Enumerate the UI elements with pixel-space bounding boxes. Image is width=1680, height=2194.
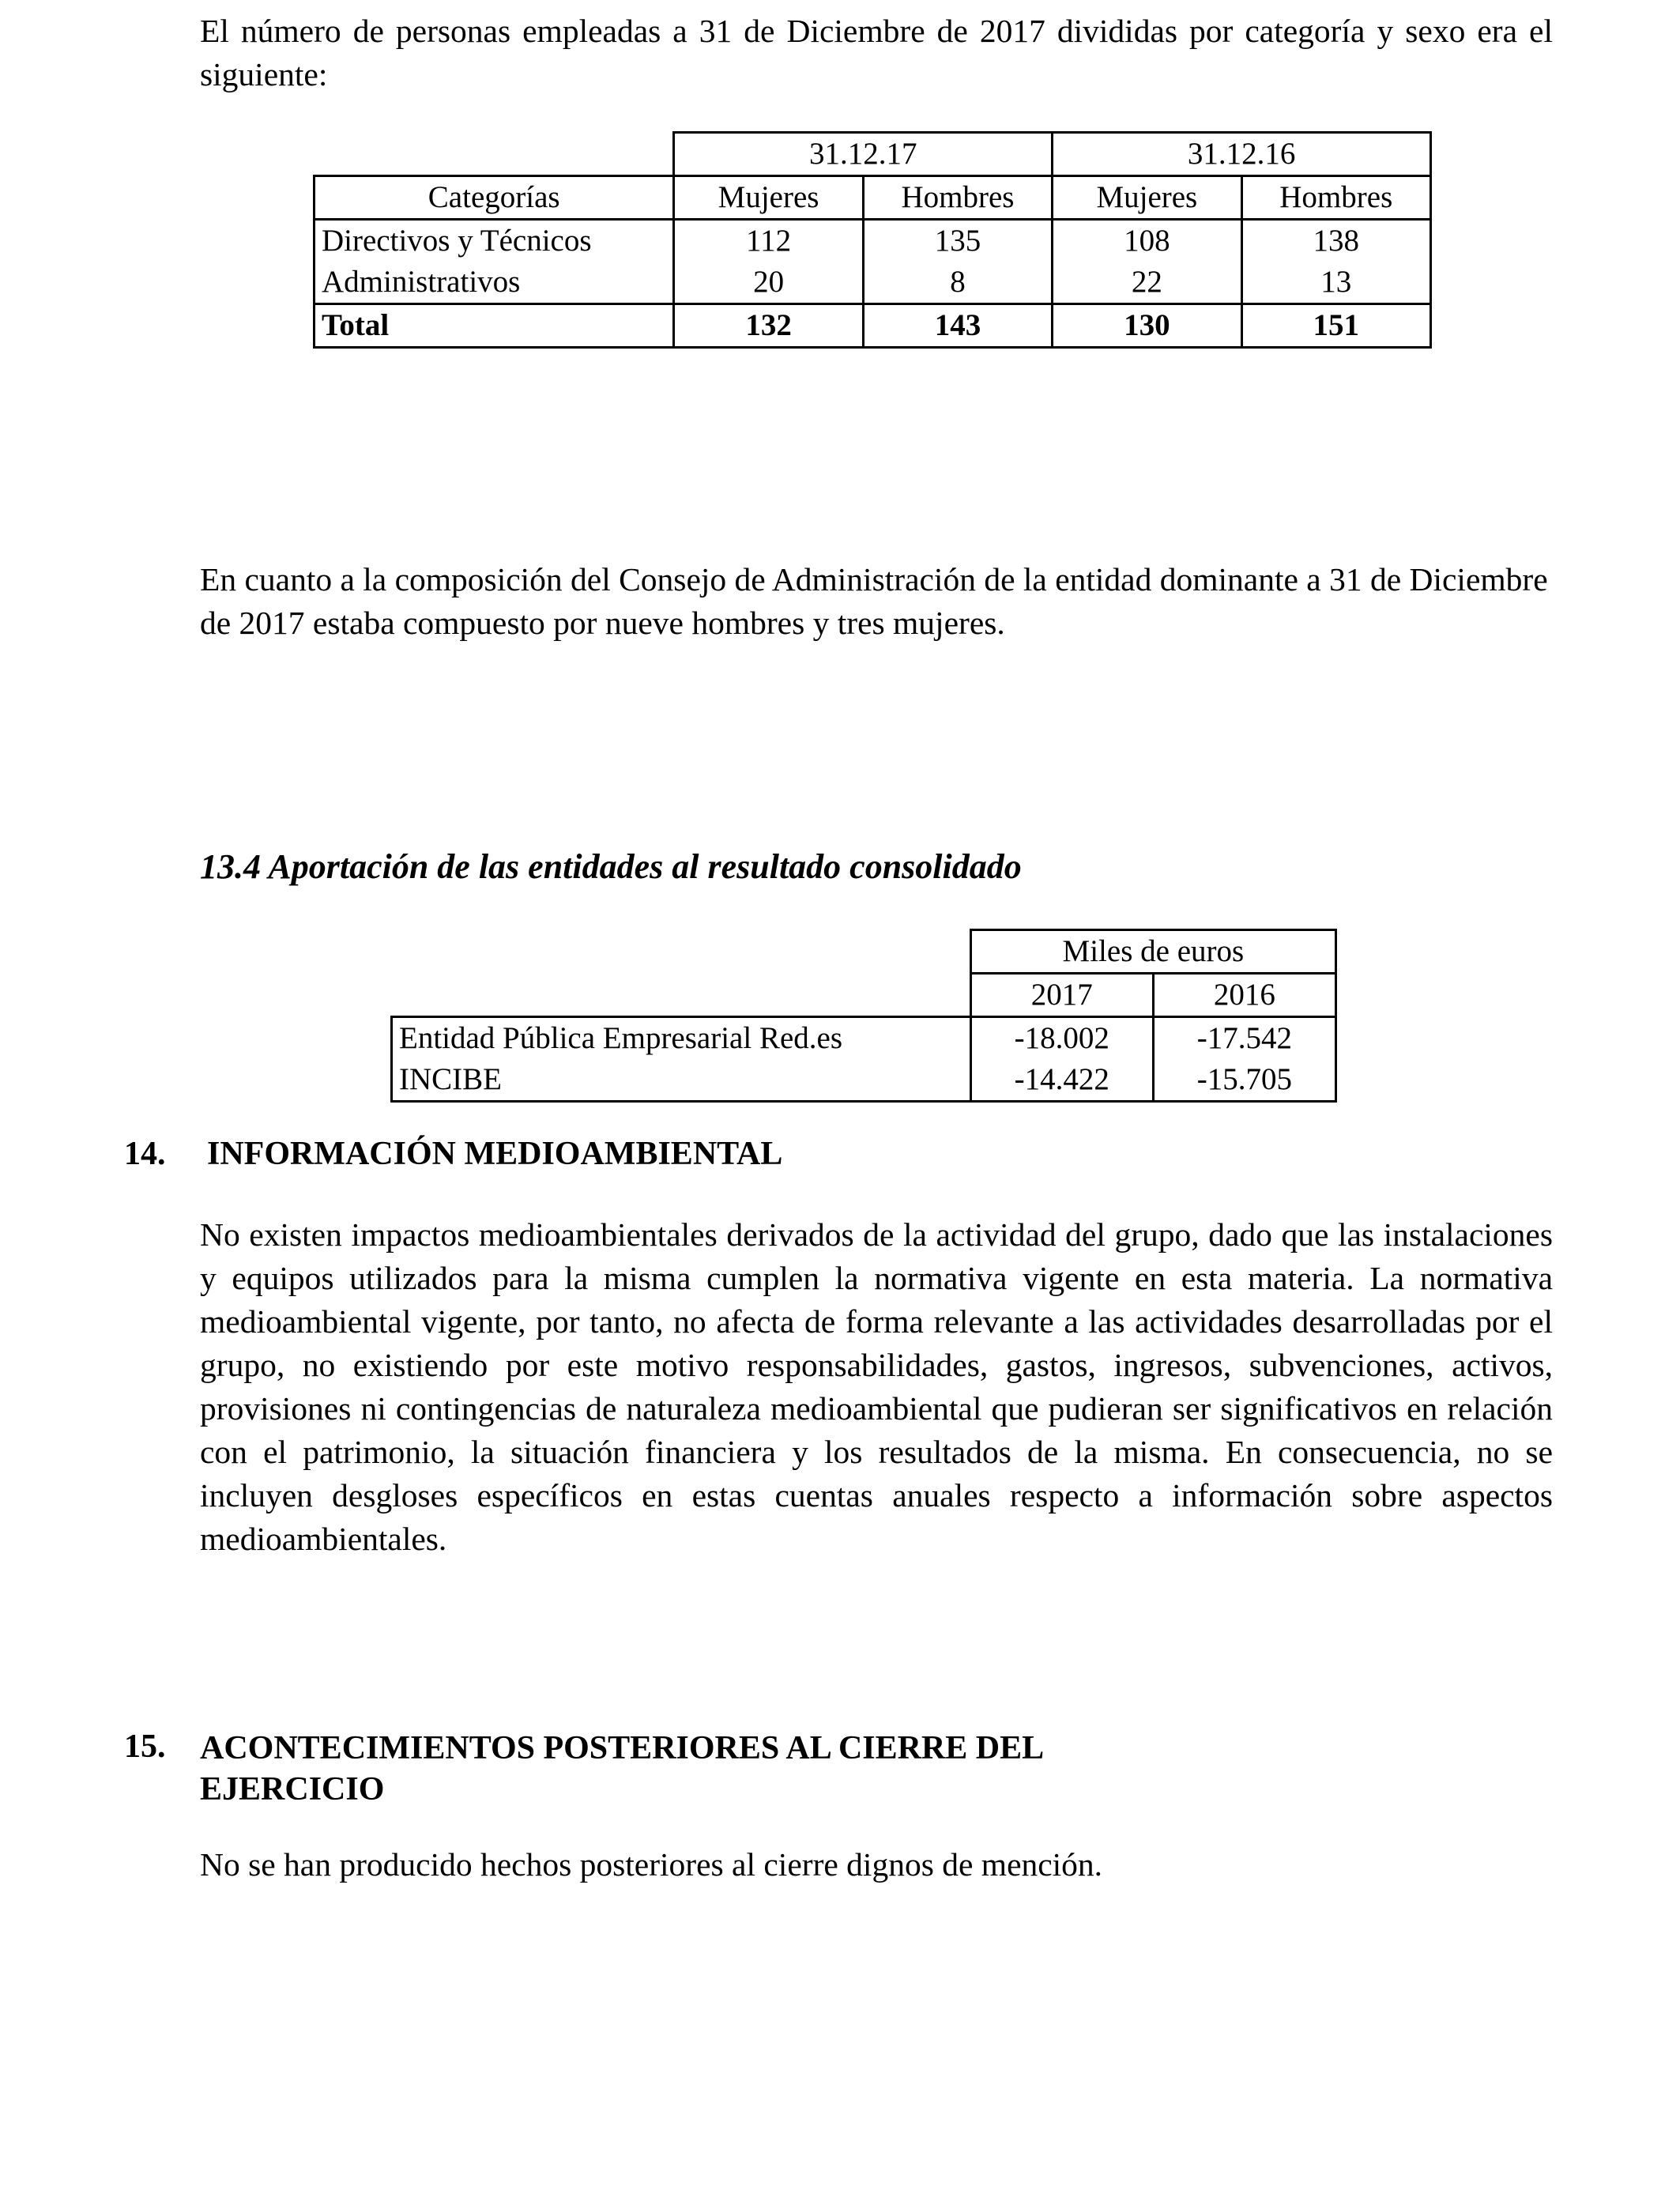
- row-label: Entidad Pública Empresarial Red.es: [392, 1017, 971, 1060]
- year-header-row: [392, 974, 1336, 1017]
- row-label: Directivos y Técnicos: [315, 220, 674, 262]
- employees-period-row: [315, 133, 1431, 176]
- employees-table: [313, 131, 1432, 349]
- cell-value: -14.422: [970, 1059, 1153, 1102]
- total-value: 130: [1053, 304, 1241, 348]
- period-header-2017: 31.12.17: [674, 133, 1053, 176]
- total-value: 151: [1241, 304, 1430, 348]
- table-row: [392, 1017, 1336, 1060]
- cell-value: -18.002: [970, 1017, 1153, 1060]
- section-14-body: No existen impactos medioambientales derivados de la actividad del grupo, dado que las instalaciones y equipos utilizados para la misma cumplen la normativa vigente en esta materia. La normativa medioambiental vigente, por tanto, no afecta de forma relevante a las actividades desarrolladas por el grupo, no existiendo por este motivo responsabilidades, gastos, ingresos, subvenciones, activos, provisiones ni contingencias de naturaleza medioambiental que pudieran ser significativos en relación con el patrimonio, la situación financiera y los resultados de la misma. En consecuencia, no se incluyen desgloses específicos en estas cuentas anuales respecto a información sobre aspectos medioambientales.: [200, 1216, 1553, 1557]
- year-header-2016: 2016: [1153, 974, 1335, 1017]
- section-14-title: INFORMACIÓN MEDIOAMBIENTAL: [207, 1136, 783, 1172]
- table-row: [315, 220, 1431, 262]
- cell-value: 108: [1053, 220, 1241, 262]
- row-label: INCIBE: [392, 1059, 971, 1102]
- total-value: 132: [674, 304, 863, 348]
- section-15-title: [200, 1728, 1044, 1810]
- cell-value: 20: [674, 262, 863, 304]
- table-row: [315, 262, 1431, 304]
- cell-value: -15.705: [1153, 1059, 1335, 1102]
- unit-header-row: [392, 930, 1336, 974]
- empty-header-cell: [315, 133, 674, 176]
- section-15-title-line1: ACONTECIMIENTOS POSTERIORES AL CIERRE DEL: [200, 1730, 1045, 1766]
- total-label: Total: [315, 304, 674, 348]
- section-15-body: No se han producido hechos posteriores al cierre dignos de mención.: [200, 1846, 1103, 1883]
- row-label: Administrativos: [315, 262, 674, 304]
- section-15-title-line2: EJERCICIO: [200, 1771, 385, 1808]
- empty-header-cell: [392, 974, 971, 1017]
- intro-paragraph: El número de personas empleadas a 31 de Diciembre de 2017 divididas por categoría y sexo era el siguiente:: [200, 13, 1553, 92]
- cell-value: 13: [1241, 262, 1430, 304]
- table-row: [392, 1059, 1336, 1102]
- cell-value: 138: [1241, 220, 1430, 262]
- column-header-mujeres-2016: Mujeres: [1053, 176, 1241, 220]
- column-header-hombres-2017: Hombres: [863, 176, 1052, 220]
- total-row: [315, 304, 1431, 348]
- section-14-number: 14.: [124, 1136, 166, 1172]
- cell-value: 112: [674, 220, 863, 262]
- year-header-2017: 2017: [970, 974, 1153, 1017]
- section-13-4-title: 13.4 Aportación de las entidades al resultado consolidado: [200, 847, 1022, 886]
- entities-result-table: [390, 929, 1337, 1103]
- column-header-categories: Categorías: [315, 176, 674, 220]
- period-header-2016: 31.12.16: [1053, 133, 1431, 176]
- cell-value: 135: [863, 220, 1052, 262]
- total-value: 143: [863, 304, 1052, 348]
- empty-header-cell: [392, 930, 971, 974]
- cell-value: 8: [863, 262, 1052, 304]
- section-15-number: 15.: [124, 1728, 166, 1765]
- cell-value: 22: [1053, 262, 1241, 304]
- board-composition-paragraph: En cuanto a la composición del Consejo de Administración de la entidad dominante a 31 de Diciembre de 2017 estaba compuesto por nueve hombres y tres mujeres.: [200, 561, 1548, 641]
- employees-column-header-row: [315, 176, 1431, 220]
- unit-header: Miles de euros: [970, 930, 1335, 974]
- cell-value: -17.542: [1153, 1017, 1335, 1060]
- column-header-mujeres-2017: Mujeres: [674, 176, 863, 220]
- column-header-hombres-2016: Hombres: [1241, 176, 1430, 220]
